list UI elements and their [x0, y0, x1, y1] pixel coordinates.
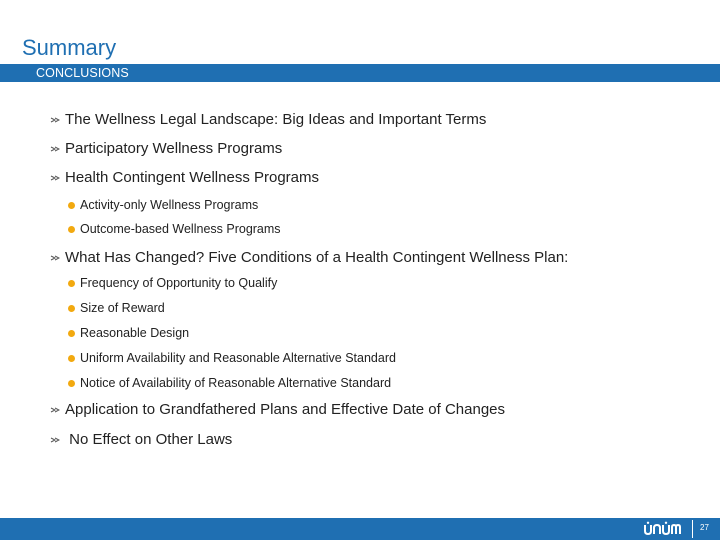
sub-bullet-text: Reasonable Design: [80, 326, 190, 340]
arrow-bullet-icon: [50, 405, 60, 415]
footer-bar: [0, 518, 720, 540]
bullet-text: The Wellness Legal Landscape: Big Ideas and Important Terms: [65, 111, 487, 128]
dot-bullet-icon: [68, 380, 75, 387]
sub-bullet-text: Notice of Availability of Reasonable Alternative Standard: [80, 376, 392, 390]
sub-bullet-text: Frequency of Opportunity to Qualify: [80, 276, 278, 290]
dot-bullet-icon: [68, 280, 75, 287]
section-band: [0, 64, 720, 82]
dot-bullet-icon: [68, 202, 75, 209]
bullet-text: No Effect on Other Laws: [65, 431, 233, 448]
dot-bullet-icon: [68, 226, 75, 233]
sub-bullet-text: Outcome-based Wellness Programs: [80, 222, 281, 236]
bullet-text: Application to Grandfathered Plans and Effective Date of Changes: [65, 401, 506, 418]
arrow-bullet-icon: [50, 115, 60, 125]
arrow-bullet-icon: [50, 435, 60, 445]
unum-logo: [643, 521, 681, 537]
sub-bullet-text: Uniform Availability and Reasonable Alternative Standard: [80, 351, 396, 365]
page-number: 27: [700, 523, 709, 532]
arrow-bullet-icon: [50, 253, 60, 263]
section-label: CONCLUSIONS: [36, 66, 129, 80]
arrow-bullet-icon: [50, 173, 60, 183]
dot-bullet-icon: [68, 330, 75, 337]
sub-bullet-text: Activity-only Wellness Programs: [80, 198, 259, 212]
dot-bullet-icon: [68, 355, 75, 362]
footer-divider: [692, 520, 693, 538]
bullet-text: Participatory Wellness Programs: [65, 140, 283, 157]
dot-bullet-icon: [68, 305, 75, 312]
bullet-text: What Has Changed? Five Conditions of a Health Contingent Wellness Plan:: [65, 249, 569, 266]
bullet-text: Health Contingent Wellness Programs: [65, 169, 320, 186]
sub-bullet-text: Size of Reward: [80, 301, 165, 315]
slide-title: Summary: [22, 35, 117, 60]
arrow-bullet-icon: [50, 144, 60, 154]
